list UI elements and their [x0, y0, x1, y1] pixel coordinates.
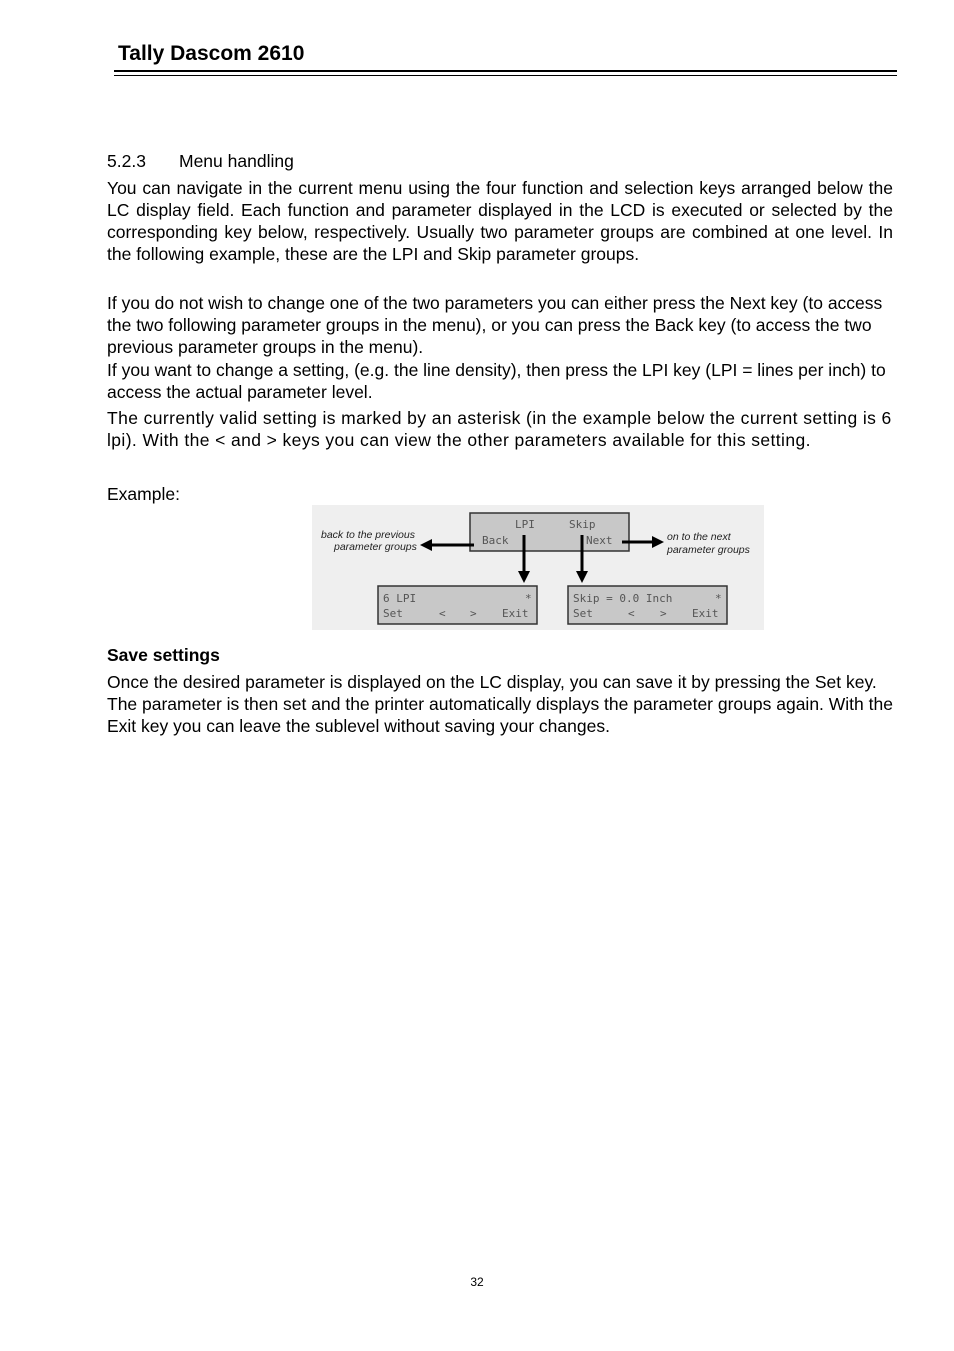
section-title: Menu handling [179, 151, 294, 171]
menu-diagram [312, 505, 764, 630]
lcd-top-back: Back [482, 534, 509, 547]
document-header-title: Tally Dascom 2610 [118, 42, 305, 65]
note-next-line2: parameter groups [667, 544, 750, 556]
section-heading [107, 151, 294, 172]
lcd-skip-greater: > [660, 607, 667, 620]
lcd-skip-asterisk: * [715, 592, 722, 605]
lcd-top-next: Next [586, 534, 613, 547]
paragraph-navigation: You can navigate in the current menu using the four function and selection keys arranged below the LC display field. Each function and parameter displayed in the LCD is executed or selected by the corresponding key below, respectively. Usually two parameter groups are combined at one level. In the following example, these are the LPI and Skip parameter groups. [107, 178, 893, 264]
note-back-line2: parameter groups [334, 541, 417, 553]
note-next-line1: on to the next [667, 531, 731, 543]
lcd-skip-set: Set [573, 607, 593, 620]
lcd-top-skip: Skip [569, 518, 596, 531]
paragraph-change-setting: If you want to change a setting, (e.g. the line density), then press the LPI key (LPI = lines per inch) to access the actual parameter level. [107, 360, 886, 402]
paragraph-asterisk: The currently valid setting is marked by an asterisk (in the example below the current setting is 6 lpi). With the < and > keys you can view the other parameters available for this setting. [107, 408, 892, 450]
lcd-lpi-set: Set [383, 607, 403, 620]
example-label: Example: [107, 484, 180, 504]
header-rule [114, 70, 897, 72]
save-settings-heading: Save settings [107, 645, 220, 665]
lcd-top-lpi: LPI [515, 518, 535, 531]
lcd-lpi-value: 6 LPI [383, 592, 417, 605]
page-number: 32 [470, 1275, 484, 1289]
note-back-line1: back to the previous [321, 529, 415, 541]
lcd-lpi-exit: Exit [502, 607, 529, 620]
save-settings-text: Once the desired parameter is displayed on the LC display, you can save it by pressing the Set key. The parameter is then set and the printer automatically displays the parameter groups again. With the Exit key you can leave the sublevel without saving your changes. [107, 672, 893, 736]
lcd-lpi-less: < [439, 607, 446, 620]
lcd-skip-exit: Exit [692, 607, 719, 620]
lcd-lpi-asterisk: * [525, 592, 532, 605]
paragraph-next-back: If you do not wish to change one of the two parameters you can either press the Next key (to access the two following parameter groups in the menu), or you can press the Back key (to access the two previous parameter groups in the menu). [107, 293, 883, 357]
lcd-lpi-greater: > [470, 607, 477, 620]
lcd-skip-value: Skip = 0.0 Inch [573, 592, 673, 605]
section-number: 5.2.3 [107, 151, 146, 171]
header-rule-secondary [114, 75, 897, 76]
lcd-skip-less: < [628, 607, 635, 620]
